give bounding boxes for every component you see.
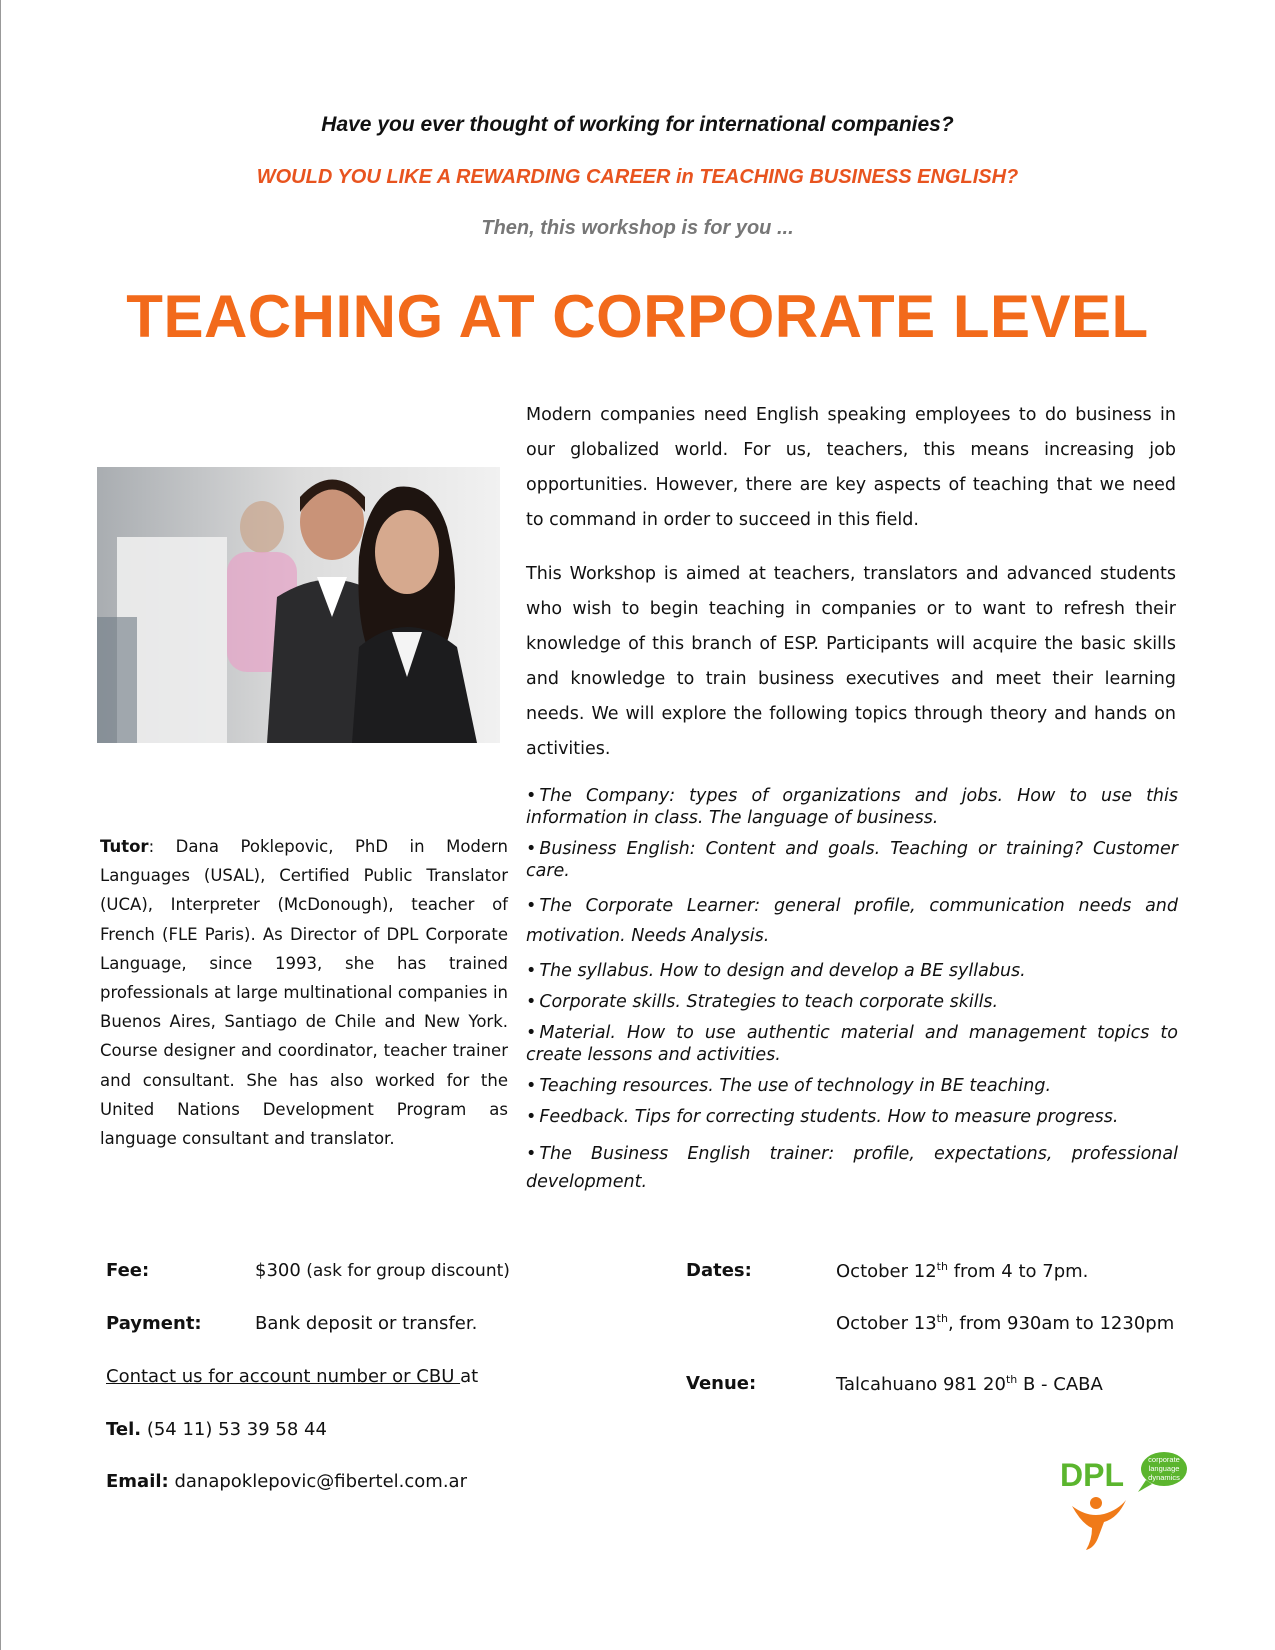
payment-label: Payment:: [106, 1313, 202, 1334]
list-item: • Teaching resources. The use of technology in BE teaching.: [526, 1076, 1052, 1096]
date-1-suffix: th: [936, 1260, 948, 1273]
venue-label: Venue:: [686, 1373, 757, 1394]
topic-list: [526, 785, 1178, 1205]
list-item: • Corporate skills. Strategies to teach corporate skills.: [526, 992, 999, 1012]
page-title: TEACHING AT CORPORATE LEVEL: [126, 283, 1149, 350]
list-item: • The syllabus. How to design and develop a BE syllabus.: [526, 961, 1026, 981]
email-value[interactable]: danapoklepovic@fibertel.com.ar: [168, 1471, 467, 1492]
topic-text: Material. How to use authentic material and management topics to create lessons and activities.: [526, 1023, 1178, 1065]
topic-text: Feedback. Tips for correcting students. How to measure progress.: [539, 1107, 1119, 1127]
logo-line-2: language: [1148, 1464, 1180, 1473]
fee-amount: $300: [255, 1260, 301, 1281]
email-line: [106, 1471, 467, 1492]
date-1: [836, 1260, 1088, 1282]
email-label: Email:: [106, 1471, 169, 1492]
date-1-time: from 4 to 7pm.: [947, 1261, 1089, 1282]
venue-rest: B - CABA: [1017, 1374, 1103, 1395]
tel-value: (54 11) 53 39 58 44: [141, 1419, 327, 1440]
list-item: • Business English: Content and goals. Teaching or training? Customer care.: [526, 839, 1178, 881]
venue-address: Talcahuano 981 20: [836, 1374, 1006, 1395]
date-2-time: , from 930am to 1230pm: [947, 1313, 1175, 1334]
date-2: [836, 1312, 1174, 1334]
tel-label: Tel.: [106, 1419, 142, 1440]
venue-suffix: th: [1005, 1373, 1018, 1386]
date-1-day: October 12: [836, 1261, 937, 1282]
dpl-logo-graphic: [1058, 1448, 1188, 1552]
topic-text: The syllabus. How to design and develop a BE syllabus.: [539, 961, 1026, 981]
photo-illustration: [97, 467, 500, 743]
logo-line-3: dynamics: [1148, 1473, 1180, 1482]
payment-value: Bank deposit or transfer.: [255, 1313, 478, 1334]
tel-line: [106, 1419, 327, 1440]
dates-label: Dates:: [686, 1260, 752, 1281]
fee-label: Fee:: [106, 1260, 150, 1281]
career-question: WOULD YOU LIKE A REWARDING CAREER in TEACHING BUSINESS ENGLISH?: [256, 166, 1019, 188]
workshop-tagline: Then, this workshop is for you ...: [481, 217, 794, 239]
list-item: • The Business English trainer: profile, expectations, professional development.: [526, 1144, 1178, 1192]
dpl-logo: [1058, 1448, 1188, 1552]
page-border: [0, 0, 1, 1650]
list-item: • Material. How to use authentic material and management topics to create lessons and activities.: [526, 1023, 1178, 1065]
date-2-suffix: th: [936, 1312, 948, 1325]
logo-text: DPL: [1060, 1457, 1124, 1493]
topic-text: The Company: types of organizations and jobs. How to use this information in class. The language of business.: [526, 786, 1178, 828]
list-item: • The Corporate Learner: general profile, communication needs and motivation. Needs Analysis.: [526, 896, 1178, 946]
fee-note: (ask for group discount): [300, 1261, 510, 1281]
date-2-day: October 13: [836, 1313, 937, 1334]
list-item: • Feedback. Tips for correcting students. How to measure progress.: [526, 1107, 1119, 1127]
contact-suffix: at: [460, 1366, 479, 1387]
contact-link[interactable]: Contact us for account number or CBU: [106, 1366, 461, 1387]
tutor-text: : Dana Poklepovic, PhD in Modern Languages (USAL), Certified Public Translator (UCA), Interpreter (McDonough), teacher of French (FLE Paris). As Director of DPL Corporate Language, since 1993, she has trained professionals at large multinational companies in Buenos Aires, Santiago de Chile and New York. Course designer and coordinator, teacher trainer and consultant. She has also worked for the United Nations Development Program as language consultant and translator.: [100, 837, 508, 1149]
fee-value: [255, 1260, 510, 1281]
tutor-label: Tutor: [100, 837, 149, 856]
logo-line-1: corporate: [1148, 1455, 1180, 1464]
intro-question: Have you ever thought of working for international companies?: [321, 113, 954, 136]
tutor-bio: [100, 832, 508, 1153]
business-people-photo: [97, 467, 500, 743]
topic-text: Teaching resources. The use of technology in BE teaching.: [539, 1076, 1052, 1096]
intro-paragraph-1: Modern companies need English speaking employees to do business in our globalized world. For us, teachers, this means increasing job opportunities. However, there are key aspects of teaching that we need to command in order to succeed in this field.: [526, 405, 1176, 530]
topic-text: Business English: Content and goals. Teaching or training? Customer care.: [526, 839, 1178, 881]
venue-value: [836, 1373, 1103, 1395]
contact-line: [106, 1366, 478, 1387]
topic-text: The Corporate Learner: general profile, communication needs and motivation. Needs Analysis.: [526, 896, 1178, 946]
topic-text: The Business English trainer: profile, expectations, professional development.: [526, 1144, 1178, 1192]
list-item: • The Company: types of organizations and jobs. How to use this information in class. The language of business.: [526, 786, 1178, 828]
topic-text: Corporate skills. Strategies to teach corporate skills.: [539, 992, 999, 1012]
intro-paragraph-2: This Workshop is aimed at teachers, translators and advanced students who wish to begin teaching in companies or to want to refresh their knowledge of this branch of ESP. Participants will acquire the basic skills and knowledge to train business executives and meet their learning needs. We will explore the following topics through theory and hands on activities.: [526, 564, 1176, 759]
